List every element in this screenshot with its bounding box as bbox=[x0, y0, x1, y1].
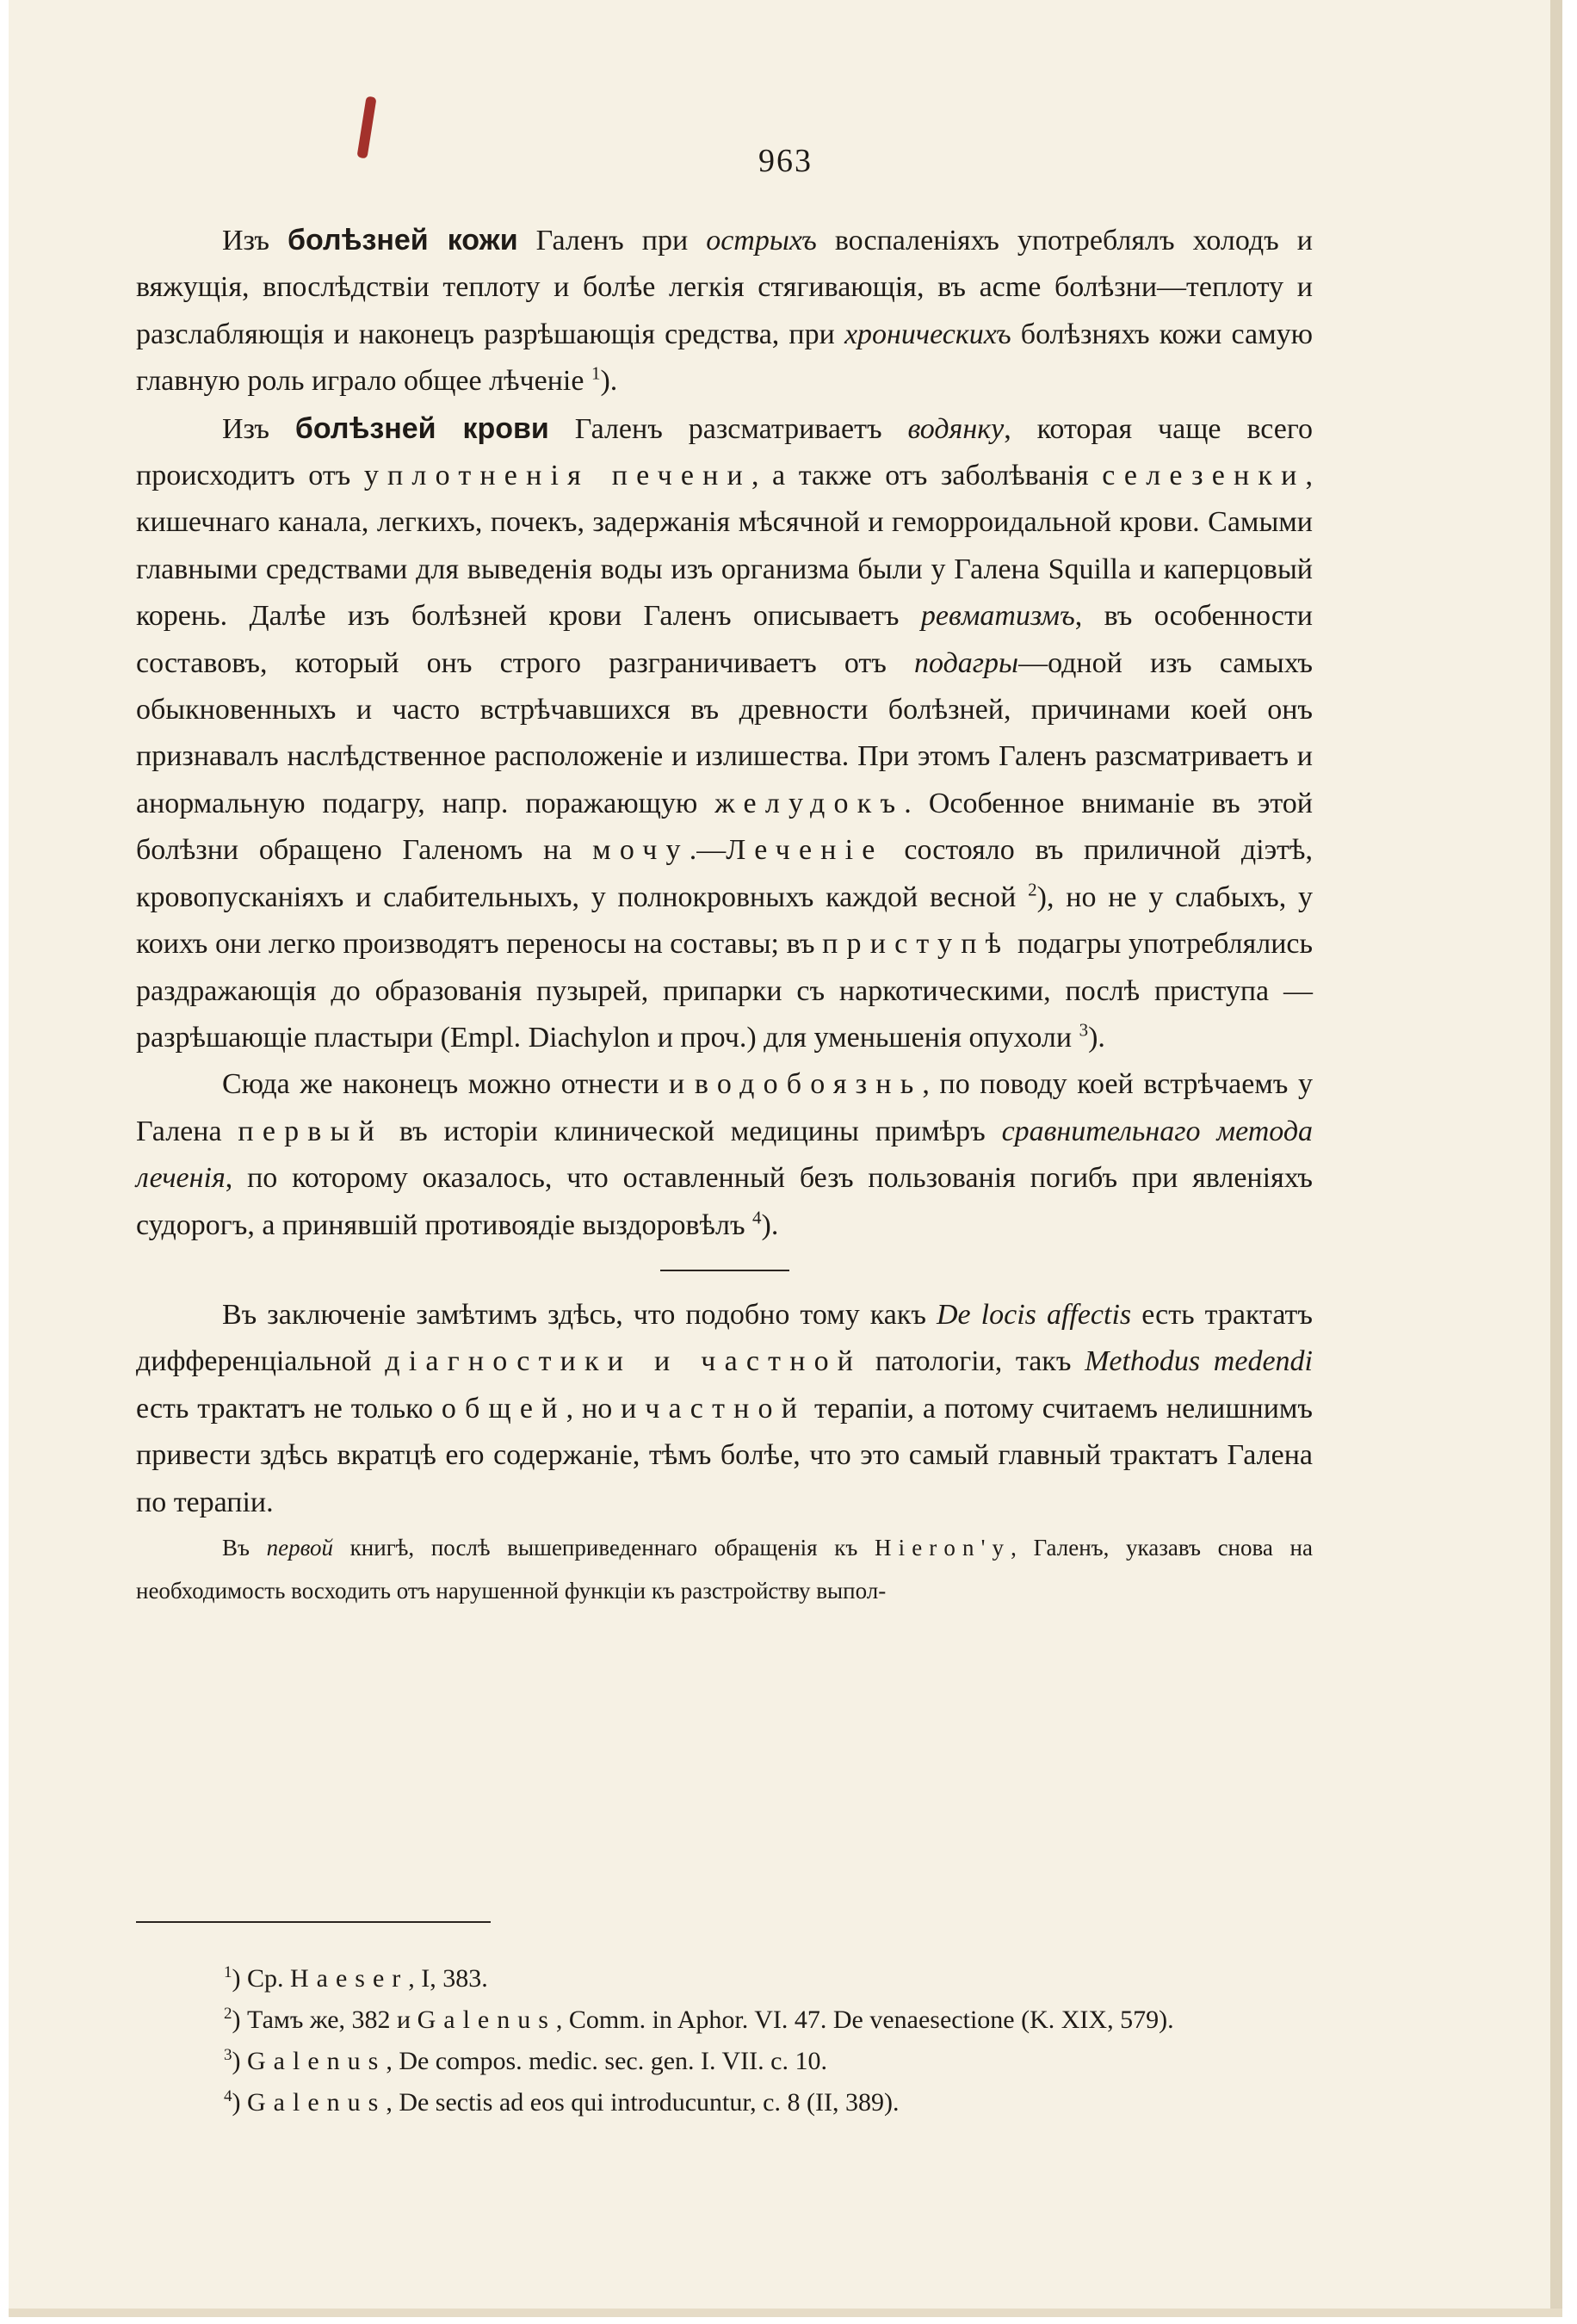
text-run: патологіи, такъ bbox=[862, 1345, 1085, 1378]
spaced-term: Леченіе bbox=[726, 834, 884, 867]
text-run: есть трактатъ не только bbox=[136, 1392, 442, 1425]
text-run: въ исторіи клинической медицины примѣръ bbox=[383, 1115, 1002, 1147]
text-run: , въ особенности составовъ, который онъ строго разграничиваетъ отъ bbox=[136, 600, 1313, 679]
footnote-3 bbox=[224, 2041, 1326, 2082]
spaced-term: Hieron'у bbox=[875, 1534, 1011, 1561]
italic-term: сравнительнаго метода леченія bbox=[136, 1115, 1314, 1195]
spaced-author: Galenus bbox=[417, 2006, 556, 2034]
italic-term: подагры bbox=[914, 646, 1019, 679]
text-run: книгѣ, послѣ вышеприведеннаго обращенія къ bbox=[333, 1534, 875, 1561]
spaced-term: мочу bbox=[592, 834, 690, 867]
text-run: ). bbox=[1088, 1021, 1105, 1054]
spaced-term: водобоязнь bbox=[694, 1068, 923, 1101]
text-run: болѣзняхъ кожи самую главную роль играло общее лѣченіе bbox=[136, 318, 1313, 398]
text-run: ) bbox=[232, 2047, 247, 2075]
italic-term: первой bbox=[266, 1534, 334, 1561]
text-run: ) Тамъ же, 382 и bbox=[232, 2006, 417, 2034]
page-number: 963 bbox=[758, 143, 813, 179]
footnote-ref: 1 bbox=[591, 362, 601, 384]
text-run: , по поводу коей встрѣчаемъ у Галена bbox=[136, 1068, 1313, 1147]
book-page bbox=[9, 0, 1562, 2317]
footnote-mark: 1 bbox=[224, 1963, 232, 1981]
bold-term: болѣзней крови bbox=[294, 411, 549, 445]
text-run: Сюда же наконецъ можно отнести и bbox=[222, 1068, 695, 1101]
text-run: Въ заключеніе замѣтимъ здѣсь, что подобно тому какъ bbox=[222, 1298, 937, 1331]
text-run: есть трактатъ дифференціальной bbox=[136, 1298, 1313, 1378]
spaced-term: желудокъ bbox=[714, 787, 905, 819]
text-run: ) bbox=[232, 2088, 247, 2117]
text-run: подагры употреблялись раздражающія до образованія пузырей, припарки съ наркотическими, послѣ приступа — разрѣшающіе пластыри (Empl. Diachylon и проч.) для уменьшенія опухоли bbox=[136, 928, 1313, 1054]
text-run: , De compos. medic. sec. gen. I. VII. c. 10. bbox=[386, 2047, 827, 2075]
footnote-mark: 3 bbox=[224, 2046, 232, 2064]
text-run: Галенъ разсматриваетъ bbox=[548, 412, 908, 445]
spaced-term: діагностики и частной bbox=[385, 1345, 863, 1378]
body-text bbox=[136, 217, 1313, 1612]
text-run: . Особенное вниманіе въ этой болѣзни обращено Галеномъ на bbox=[136, 787, 1313, 867]
text-run: ), но не у слабыхъ, у коихъ они легко производятъ переносы на составы; въ bbox=[136, 881, 1313, 961]
spaced-term: селезенки bbox=[1102, 460, 1306, 492]
footnote-2 bbox=[224, 2000, 1326, 2041]
text-run: Галенъ при bbox=[517, 225, 707, 257]
paragraph-conclusion bbox=[136, 1292, 1313, 1526]
text-run: воспаленіяхъ употреблялъ холодъ и вяжущія, впослѣдствіи теплоту и болѣе легкія стягивающія, въ acme болѣзни—теплоту и разслабляющія и наконецъ разрѣшающія средства, при bbox=[136, 225, 1313, 350]
italic-term: хроническихъ bbox=[844, 318, 1011, 350]
page-edge-shadow bbox=[1550, 0, 1562, 2317]
italic-title: De locis affectis bbox=[936, 1298, 1132, 1331]
spaced-term: частной bbox=[645, 1392, 807, 1425]
text-run: , по которому оказалось, что оставленный безъ пользованія погибъ при явленіяхъ судорогъ, а принявшій противоядіе выздоровѣлъ bbox=[136, 1162, 1313, 1241]
footnote-1 bbox=[224, 1958, 1326, 2000]
italic-title: Methodus medendi bbox=[1085, 1345, 1313, 1378]
footnote-mark: 4 bbox=[224, 2087, 232, 2105]
spaced-author: Galenus bbox=[247, 2088, 387, 2117]
page-bottom-edge bbox=[9, 2309, 1562, 2317]
footnote-ref: 4 bbox=[752, 1207, 762, 1228]
text-run: , Галенъ, указавъ снова на необходимость восходить отъ нарушенной функціи къ разстройству выпол- bbox=[136, 1534, 1313, 1604]
text-run: .— bbox=[689, 834, 727, 867]
paragraph-hydrophobia bbox=[136, 1061, 1313, 1249]
text-run: , но и bbox=[566, 1392, 646, 1425]
footnote-mark: 2 bbox=[224, 2005, 232, 2023]
paragraph-skin-diseases bbox=[136, 217, 1313, 405]
text-run: ). bbox=[761, 1208, 779, 1241]
text-run: , Comm. in Aphor. VI. 47. De venaesectione (K. XIX, 579). bbox=[555, 2006, 1174, 2034]
bold-term: болѣзней кожи bbox=[288, 224, 518, 257]
text-run: , De sectis ad eos qui introducuntur, c. 8 (II, 389). bbox=[386, 2088, 900, 2117]
italic-term: острыхъ bbox=[706, 225, 817, 257]
footnotes bbox=[224, 1958, 1326, 2123]
spaced-term: приступѣ bbox=[822, 928, 1011, 961]
italic-term: ревматизмъ bbox=[920, 600, 1075, 633]
paragraph-blood-diseases bbox=[136, 405, 1313, 1062]
text-run: терапіи, а потому считаемъ нелишнимъ привести здѣсь вкратцѣ его содержаніе, тѣмъ болѣе, что это самый главный трактатъ Галена по терапіи. bbox=[136, 1392, 1314, 1518]
text-run: Въ bbox=[222, 1534, 267, 1561]
spaced-author: Haeser bbox=[290, 1964, 409, 1993]
footnote-ref: 2 bbox=[1028, 879, 1037, 900]
italic-term: водянку bbox=[907, 412, 1005, 445]
spaced-term: уплотненія печени bbox=[363, 460, 751, 492]
text-run: Изъ bbox=[222, 225, 288, 257]
footnote-rule bbox=[136, 1921, 491, 1923]
text-run: состояло въ приличной діэтѣ, кровопусканіяхъ и слабительныхъ, у полнокровныхъ каждой весной bbox=[136, 834, 1313, 913]
footnote-4 bbox=[224, 2082, 1326, 2123]
text-run: Изъ bbox=[222, 412, 295, 445]
text-run: , кишечнаго канала, легкихъ, почекъ, задержанія мѣсячной и геморроидальной крови. Самыми главными средствами для выведенія воды изъ организма были у Галена Squilla и каперцовый корень. Далѣе изъ болѣзней крови Галенъ описываетъ bbox=[136, 460, 1314, 633]
spaced-term: общей bbox=[441, 1392, 566, 1425]
text-run: , а также отъ заболѣванія bbox=[751, 460, 1103, 492]
section-divider bbox=[660, 1270, 789, 1271]
spaced-author: Galenus bbox=[247, 2047, 387, 2075]
text-run: ) Ср. bbox=[232, 1964, 290, 1993]
text-run: , I, 383. bbox=[408, 1964, 488, 1993]
text-run: , которая чаще всего происходитъ отъ bbox=[136, 412, 1313, 492]
text-run: ). bbox=[600, 365, 618, 398]
paragraph-first-book bbox=[136, 1526, 1313, 1612]
spaced-term: первый bbox=[238, 1115, 384, 1147]
text-run: —одной изъ самыхъ обыкновенныхъ и часто встрѣчавшихся въ древности болѣзней, причинами коей онъ признавалъ наслѣдственное расположеніе и излишества. При этомъ Галенъ разсматриваетъ и анормальную подагру, напр. поражающую bbox=[136, 646, 1313, 819]
footnote-ref: 3 bbox=[1079, 1019, 1089, 1041]
